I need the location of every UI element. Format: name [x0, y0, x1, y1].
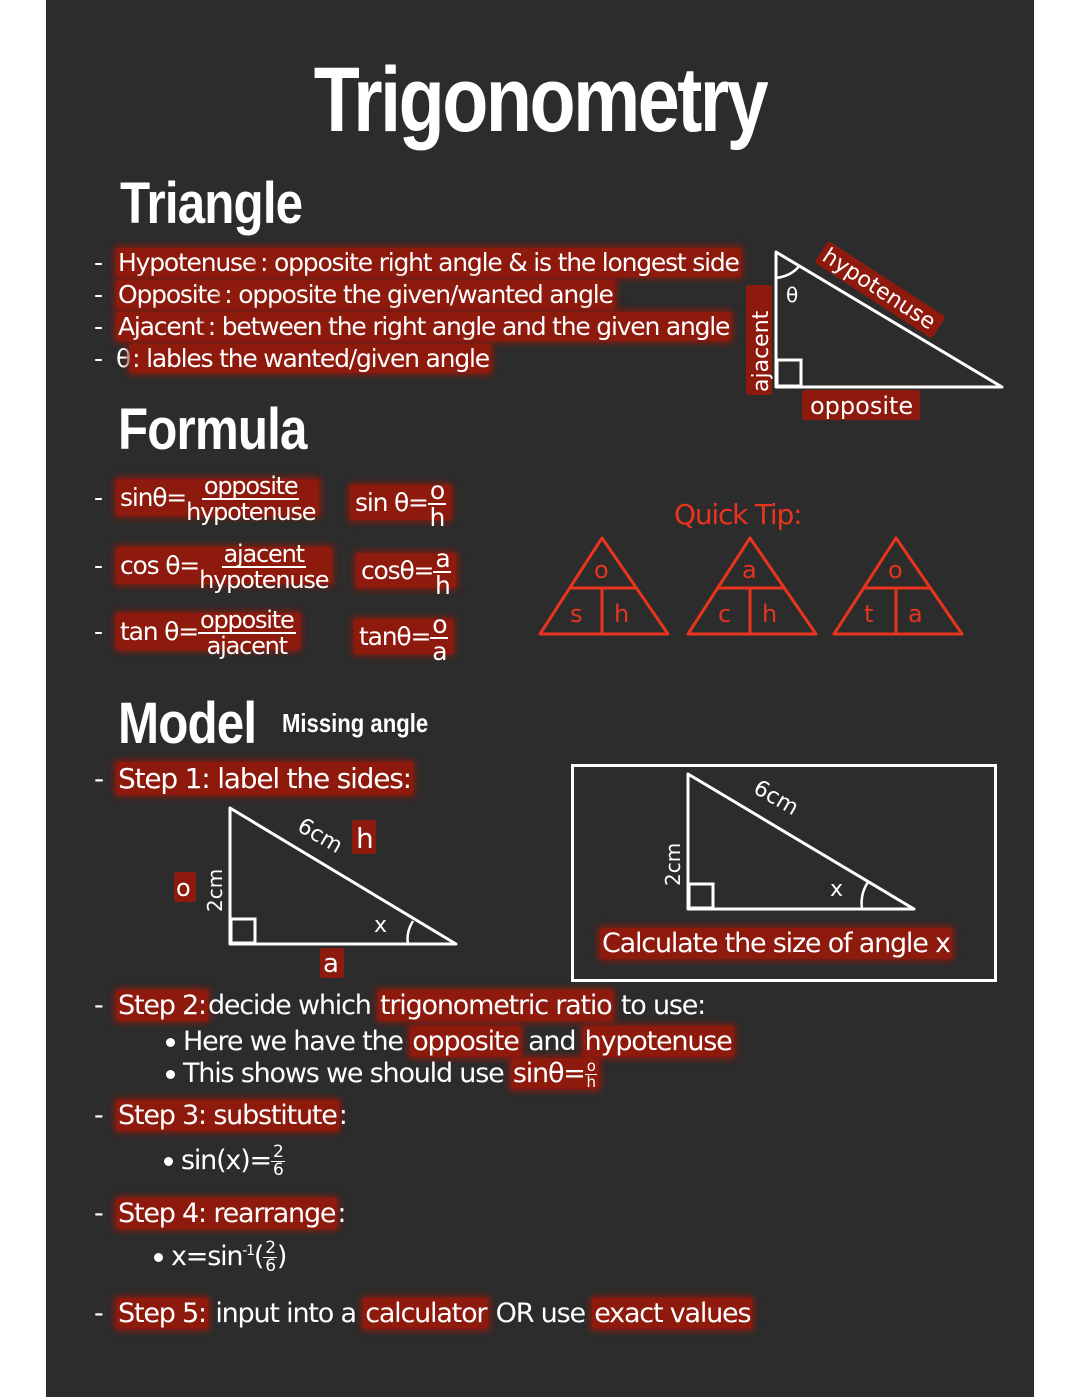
bullet-icon [154, 1253, 163, 1262]
step-4-bullet: $x=\sin^{-1}$( $\frac{2}{6}$ ) [154, 1240, 286, 1275]
step-2-bullet-1: Here we have the opposite and hypotenuse [166, 1026, 734, 1057]
formula-sin-short: sin θ= $\frac{o}{h}$ [350, 478, 451, 530]
quick-tip-triangles [536, 534, 966, 638]
formula-cos-short: cosθ= $\frac{a}{h}$ [356, 546, 456, 598]
quick-tip-label: Quick Tip: [674, 498, 802, 531]
section-subheading-missing-angle: Missing angle [282, 708, 429, 738]
svg-text:h: h [356, 822, 374, 855]
bullet-icon [166, 1070, 175, 1079]
svg-text:o: o [888, 556, 903, 584]
step-2-bullet-2: This shows we should use sinθ= $\frac{o}{h}$ [166, 1058, 599, 1090]
step-2: - Step 2:decide which trigonometric ratio to use: [94, 990, 706, 1021]
svg-text:c: c [718, 600, 732, 628]
question-caption: Calculate the size of angle x [602, 928, 950, 959]
page-title: Trigonometry [313, 49, 767, 151]
hypotenuse-label: hypotenuse [817, 243, 940, 336]
svg-text:a: a [908, 600, 923, 628]
step1-triangle-diagram [160, 800, 480, 980]
section-heading-triangle: Triangle [120, 171, 303, 236]
step-4: - Step 4: rearrange: [94, 1198, 346, 1229]
step-3-bullet: sin(x)= $\frac{2}{6}$ [164, 1144, 285, 1179]
svg-text:6cm: 6cm [293, 813, 347, 859]
definition-theta: - θ: lables the wanted/given angle [94, 344, 489, 373]
svg-text:s: s [570, 600, 583, 628]
svg-text:o: o [176, 874, 191, 902]
svg-text:2cm: 2cm [203, 868, 227, 912]
definition-adjacent: - Ajacent : between the right angle and the given angle [94, 312, 730, 341]
formula-sin: - sinθ= $\frac{\text{opposite}}{\text{hypotenuse}}$ [94, 474, 319, 524]
svg-text:h: h [614, 600, 630, 628]
svg-text:h: h [762, 600, 778, 628]
formula-tan: - tan θ= $\frac{\text{opposite}}{\text{ajacent}}$ [94, 608, 300, 658]
adjacent-label: ajacent [749, 310, 774, 392]
definition-opposite: - Opposite : opposite the given/wanted angle [94, 280, 613, 309]
definition-text: : opposite the given/wanted angle [224, 280, 613, 309]
section-heading-formula: Formula [118, 397, 307, 462]
labelled-triangle-diagram [740, 240, 1020, 430]
cah-triangle [688, 538, 816, 634]
step-5: - Step 5: input into a calculator OR use exact values [94, 1298, 751, 1329]
bullet-icon [164, 1157, 173, 1166]
soh-triangle [540, 538, 668, 634]
svg-text:2cm: 2cm [661, 842, 685, 886]
svg-text:6cm: 6cm [749, 775, 803, 821]
section-heading-model: Model [118, 691, 257, 756]
svg-text:o: o [594, 556, 609, 584]
question-triangle-diagram [600, 768, 980, 928]
svg-text:t: t [864, 600, 874, 628]
term: Ajacent [118, 312, 204, 341]
term: Hypotenuse [118, 248, 257, 277]
toa-triangle [834, 538, 962, 634]
term: Opposite [118, 280, 221, 309]
definition-text: : opposite right angle & is the longest side [260, 248, 739, 277]
svg-text:x: x [830, 877, 844, 902]
step-3: - Step 3: substitute: [94, 1100, 347, 1131]
term: θ [116, 344, 131, 373]
bullet-icon [166, 1038, 175, 1047]
svg-text:a: a [742, 556, 757, 584]
definition-hypotenuse: - Hypotenuse : opposite right angle & is the longest side [94, 248, 739, 277]
formula-tan-short: tanθ= $\frac{o}{a}$ [354, 612, 453, 664]
definition-text: : lables the wanted/given angle [132, 344, 489, 373]
svg-text:x: x [374, 913, 388, 938]
formula-cos: - cos θ= $\frac{\text{ajacent}}{\text{hypotenuse}}$ [94, 542, 332, 592]
svg-text:a: a [323, 949, 339, 979]
opposite-label: opposite [810, 392, 914, 420]
step-1: - Step 1: label the sides: [94, 762, 411, 795]
theta-label: θ [786, 283, 799, 307]
definition-text: : between the right angle and the given angle [207, 312, 730, 341]
